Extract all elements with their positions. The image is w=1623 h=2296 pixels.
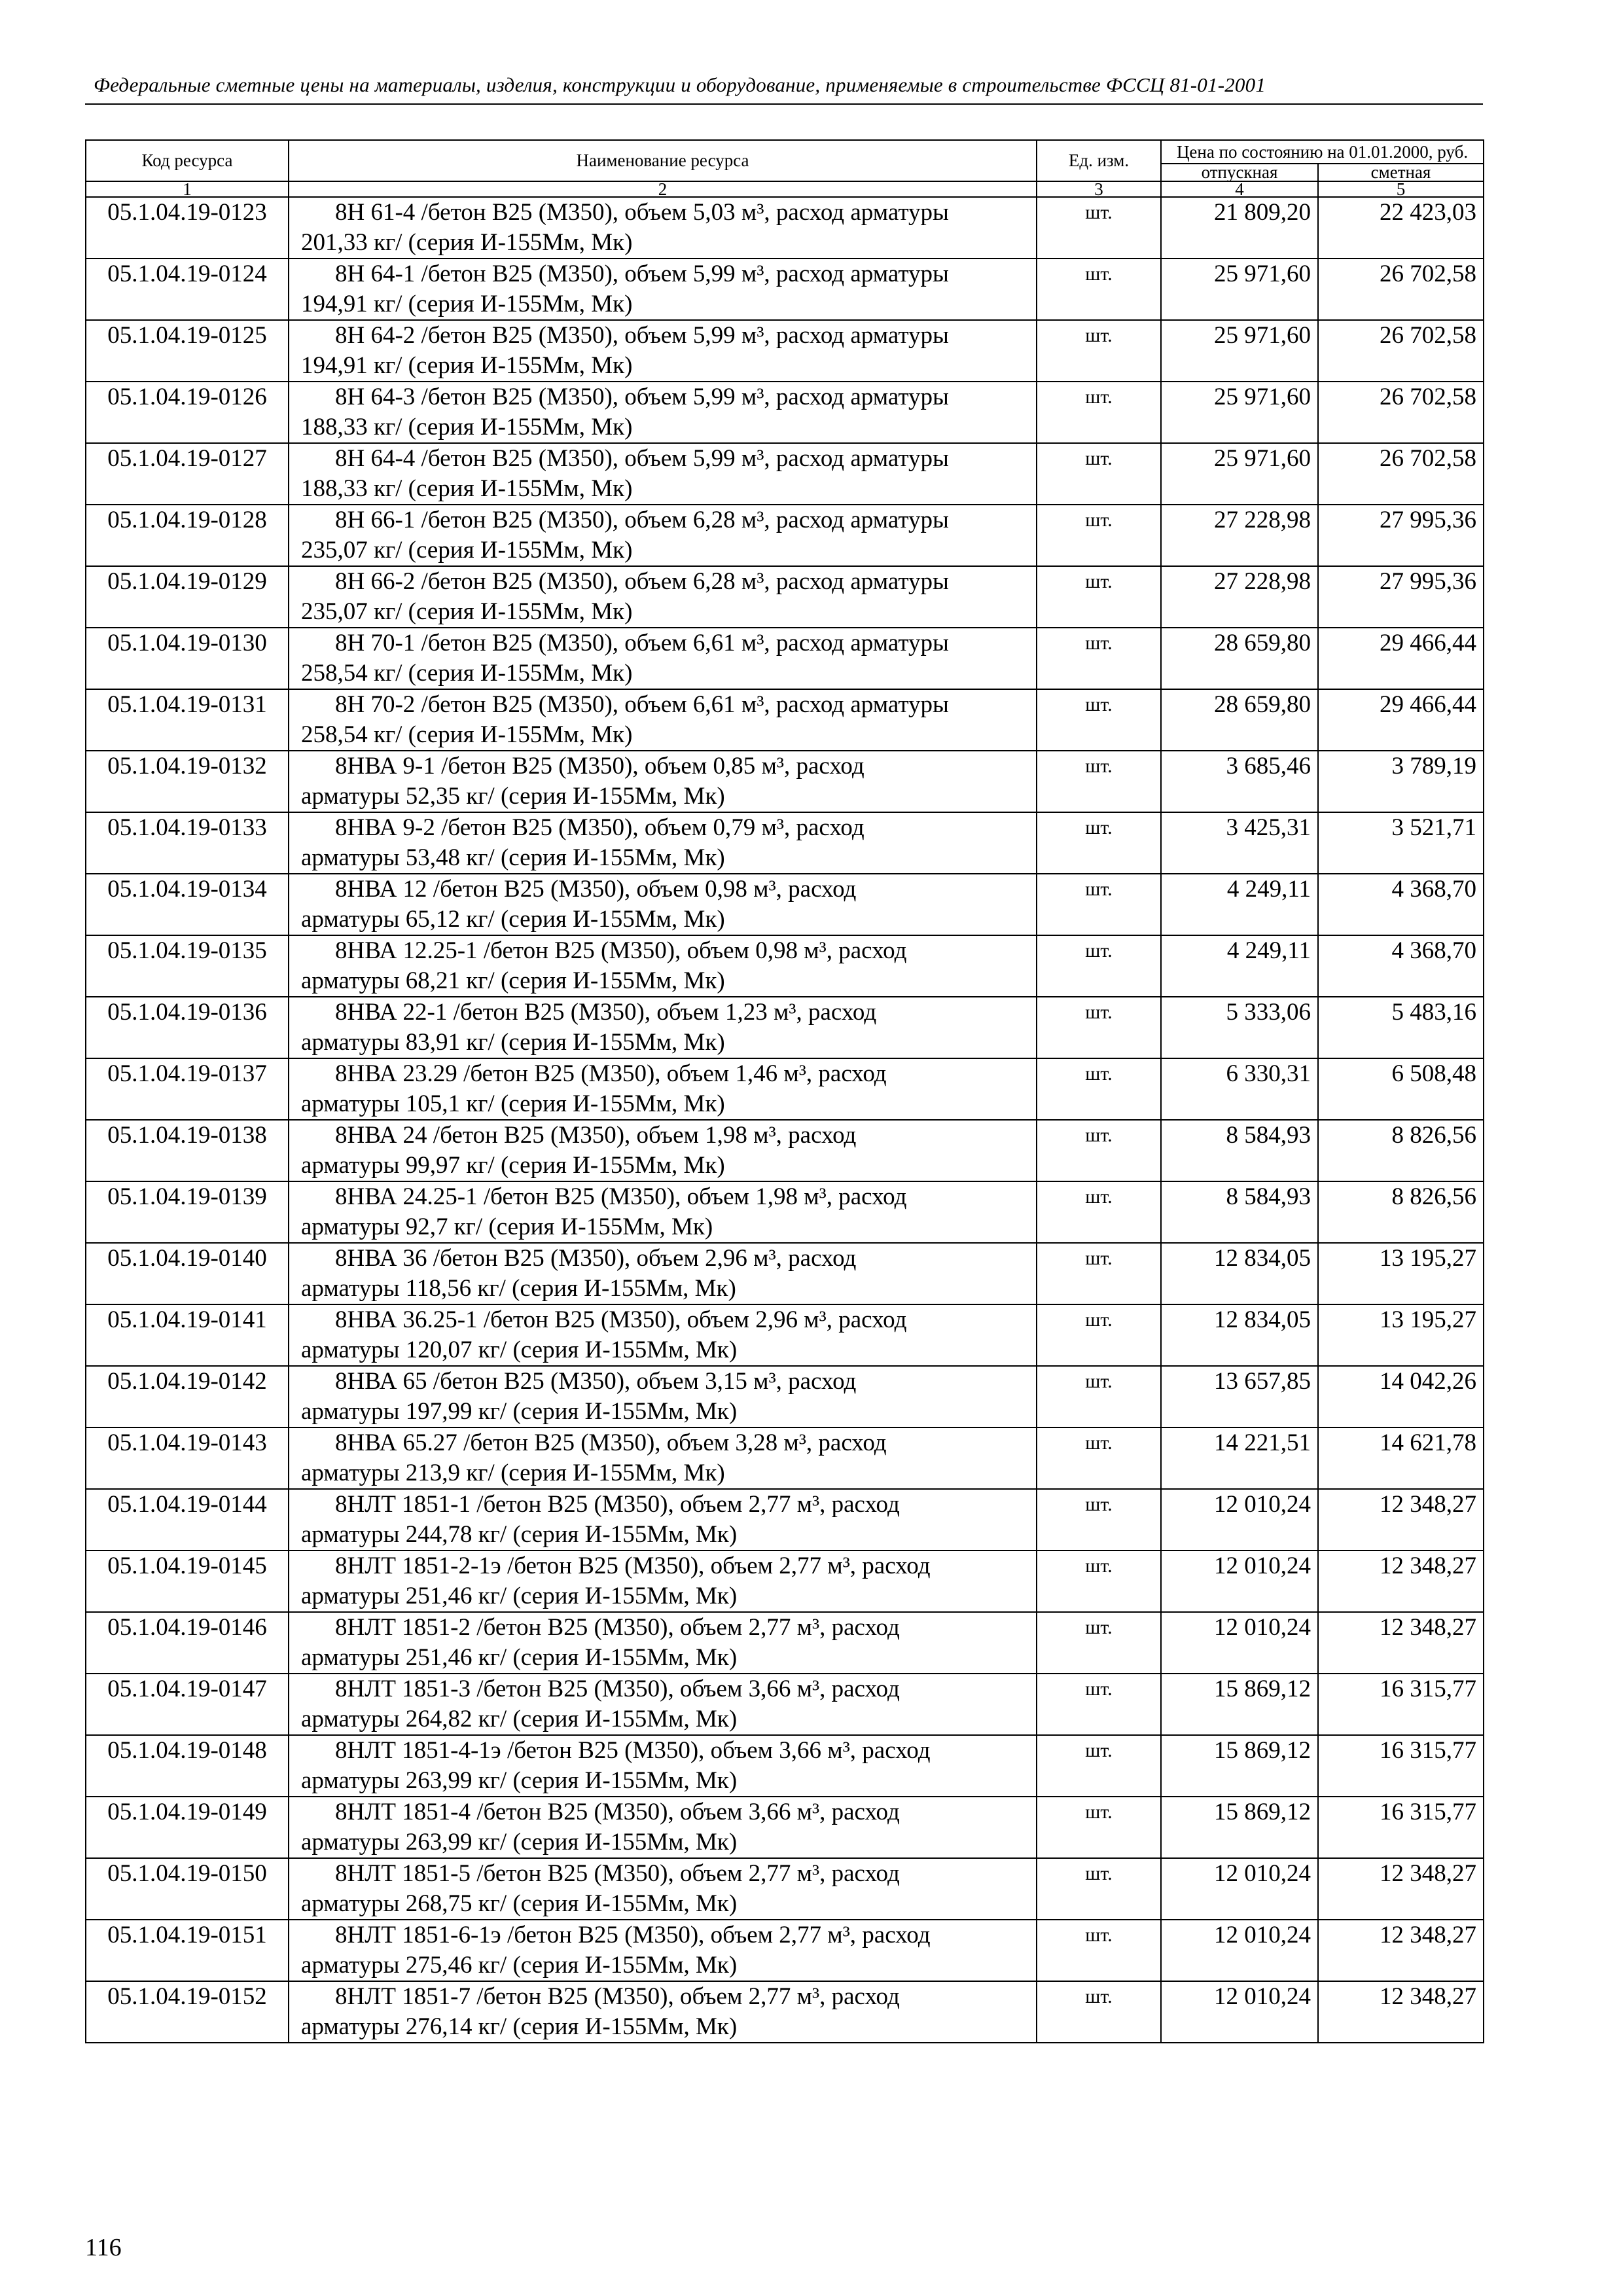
price-estimate: 16 315,77	[1318, 1674, 1484, 1735]
resource-code: 05.1.04.19-0124	[86, 259, 289, 320]
resource-name	[289, 566, 1037, 628]
resource-name-line2: 258,54 кг/ (серия И-155Мм, Мк)	[301, 721, 633, 748]
resource-name	[289, 997, 1037, 1058]
price-release: 12 010,24	[1161, 1858, 1318, 1920]
price-release: 12 010,24	[1161, 1612, 1318, 1674]
table-body	[86, 197, 1484, 2043]
resource-name-line1: 8НВА 36 /бетон В25 (М350), объем 2,96 м³, расход	[335, 1245, 857, 1272]
resource-code: 05.1.04.19-0148	[86, 1735, 289, 1797]
resource-name-line2: 194,91 кг/ (серия И-155Мм, Мк)	[301, 291, 633, 317]
resource-name-line2: арматуры 99,97 кг/ (серия И-155Мм, Мк)	[301, 1152, 725, 1179]
unit: шт.	[1037, 1981, 1161, 2043]
column-number: 4	[1161, 181, 1318, 197]
resource-code: 05.1.04.19-0143	[86, 1427, 289, 1489]
table-row	[86, 689, 1484, 751]
resource-name-line1: 8НВА 24 /бетон В25 (М350), объем 1,98 м³, расход	[335, 1122, 857, 1149]
resource-name	[289, 1981, 1037, 2043]
resource-code: 05.1.04.19-0131	[86, 689, 289, 751]
resource-name-line2: арматуры 275,46 кг/ (серия И-155Мм, Мк)	[301, 1952, 738, 1979]
resource-code: 05.1.04.19-0130	[86, 628, 289, 689]
price-release: 12 010,24	[1161, 1489, 1318, 1551]
resource-name	[289, 443, 1037, 505]
price-estimate: 14 042,26	[1318, 1366, 1484, 1427]
resource-code: 05.1.04.19-0145	[86, 1551, 289, 1612]
resource-code: 05.1.04.19-0132	[86, 751, 289, 812]
price-estimate: 26 702,58	[1318, 382, 1484, 443]
unit: шт.	[1037, 1612, 1161, 1674]
resource-code: 05.1.04.19-0133	[86, 812, 289, 874]
price-estimate: 13 195,27	[1318, 1304, 1484, 1366]
price-release: 15 869,12	[1161, 1735, 1318, 1797]
resource-name-line1: 8Н 61-4 /бетон В25 (М350), объем 5,03 м³, расход арматуры	[335, 199, 949, 226]
price-release: 13 657,85	[1161, 1366, 1318, 1427]
unit: шт.	[1037, 1058, 1161, 1120]
price-release: 12 834,05	[1161, 1304, 1318, 1366]
resource-code: 05.1.04.19-0123	[86, 197, 289, 259]
price-estimate: 27 995,36	[1318, 566, 1484, 628]
price-release: 27 228,98	[1161, 505, 1318, 566]
resource-name-line2: 235,07 кг/ (серия И-155Мм, Мк)	[301, 598, 633, 625]
price-estimate: 5 483,16	[1318, 997, 1484, 1058]
resource-name-line1: 8НЛТ 1851-2-1э /бетон В25 (М350), объем 2,77 м³, расход	[335, 1552, 931, 1579]
resource-code: 05.1.04.19-0147	[86, 1674, 289, 1735]
resource-name-line1: 8НВА 12.25-1 /бетон В25 (М350), объем 0,98 м³, расход	[335, 937, 907, 964]
resource-name-line1: 8Н 66-2 /бетон В25 (М350), объем 6,28 м³, расход арматуры	[335, 568, 949, 595]
resource-name-line1: 8Н 64-4 /бетон В25 (М350), объем 5,99 м³, расход арматуры	[335, 445, 949, 472]
table-row	[86, 566, 1484, 628]
price-estimate: 29 466,44	[1318, 689, 1484, 751]
table-header	[86, 140, 1484, 197]
price-estimate: 12 348,27	[1318, 1489, 1484, 1551]
price-estimate: 8 826,56	[1318, 1181, 1484, 1243]
resource-name-line2: арматуры 105,1 кг/ (серия И-155Мм, Мк)	[301, 1090, 725, 1117]
price-estimate: 6 508,48	[1318, 1058, 1484, 1120]
resource-name-line1: 8НВА 22-1 /бетон В25 (М350), объем 1,23 м³, расход	[335, 999, 877, 1026]
col-header-unit: Ед. изм.	[1037, 140, 1161, 181]
unit: шт.	[1037, 1551, 1161, 1612]
unit: шт.	[1037, 505, 1161, 566]
resource-name	[289, 1304, 1037, 1366]
price-estimate: 12 348,27	[1318, 1858, 1484, 1920]
resource-name-line2: арматуры 92,7 кг/ (серия И-155Мм, Мк)	[301, 1213, 713, 1240]
resource-name-line2: арматуры 213,9 кг/ (серия И-155Мм, Мк)	[301, 1460, 725, 1486]
resource-name-line1: 8НВА 36.25-1 /бетон В25 (М350), объем 2,96 м³, расход	[335, 1306, 907, 1333]
resource-code: 05.1.04.19-0125	[86, 320, 289, 382]
price-estimate: 12 348,27	[1318, 1920, 1484, 1981]
resource-name-line2: арматуры 276,14 кг/ (серия И-155Мм, Мк)	[301, 2013, 738, 2040]
resource-code: 05.1.04.19-0127	[86, 443, 289, 505]
col-header-price-estimate: сметная	[1318, 164, 1484, 181]
col-header-price-release: отпускная	[1161, 164, 1318, 181]
resource-name-line1: 8НВА 9-1 /бетон В25 (М350), объем 0,85 м³, расход	[335, 753, 865, 780]
resource-name-line1: 8НЛТ 1851-4-1э /бетон В25 (М350), объем 3,66 м³, расход	[335, 1737, 931, 1764]
price-estimate: 4 368,70	[1318, 874, 1484, 935]
price-estimate: 22 423,03	[1318, 197, 1484, 259]
unit: шт.	[1037, 812, 1161, 874]
resource-name	[289, 1735, 1037, 1797]
resource-code: 05.1.04.19-0139	[86, 1181, 289, 1243]
unit: шт.	[1037, 874, 1161, 935]
unit: шт.	[1037, 1674, 1161, 1735]
unit: шт.	[1037, 628, 1161, 689]
resource-name	[289, 1920, 1037, 1981]
resource-code: 05.1.04.19-0135	[86, 935, 289, 997]
table-row	[86, 1366, 1484, 1427]
table-row	[86, 505, 1484, 566]
resource-name-line1: 8Н 64-3 /бетон В25 (М350), объем 5,99 м³, расход арматуры	[335, 384, 949, 410]
resource-code: 05.1.04.19-0136	[86, 997, 289, 1058]
unit: шт.	[1037, 1366, 1161, 1427]
resource-name-line2: арматуры 264,82 кг/ (серия И-155Мм, Мк)	[301, 1706, 738, 1732]
resource-name	[289, 874, 1037, 935]
column-number-row	[86, 181, 1484, 197]
resource-name-line1: 8НВА 24.25-1 /бетон В25 (М350), объем 1,98 м³, расход	[335, 1183, 907, 1210]
resource-name-line2: арматуры 118,56 кг/ (серия И-155Мм, Мк)	[301, 1275, 736, 1302]
resource-name-line1: 8Н 70-2 /бетон В25 (М350), объем 6,61 м³, расход арматуры	[335, 691, 949, 718]
table-row	[86, 874, 1484, 935]
resource-name	[289, 197, 1037, 259]
resource-name	[289, 628, 1037, 689]
col-header-price: Цена по состоянию на 01.01.2000, руб.	[1161, 140, 1484, 164]
price-estimate: 26 702,58	[1318, 320, 1484, 382]
table-row	[86, 1489, 1484, 1551]
price-release: 15 869,12	[1161, 1797, 1318, 1858]
unit: шт.	[1037, 751, 1161, 812]
unit: шт.	[1037, 997, 1161, 1058]
price-release: 4 249,11	[1161, 874, 1318, 935]
unit: шт.	[1037, 1304, 1161, 1366]
unit: шт.	[1037, 1858, 1161, 1920]
resource-code: 05.1.04.19-0137	[86, 1058, 289, 1120]
resource-name-line1: 8НЛТ 1851-1 /бетон В25 (М350), объем 2,77 м³, расход	[335, 1491, 900, 1518]
price-release: 15 869,12	[1161, 1674, 1318, 1735]
table-row	[86, 1920, 1484, 1981]
price-release: 12 010,24	[1161, 1981, 1318, 2043]
table-row	[86, 1797, 1484, 1858]
resource-name-line1: 8НВА 23.29 /бетон В25 (М350), объем 1,46 м³, расход	[335, 1060, 887, 1087]
unit: шт.	[1037, 443, 1161, 505]
resource-code: 05.1.04.19-0151	[86, 1920, 289, 1981]
resource-code: 05.1.04.19-0146	[86, 1612, 289, 1674]
resource-name-line2: арматуры 251,46 кг/ (серия И-155Мм, Мк)	[301, 1644, 738, 1671]
resource-name	[289, 751, 1037, 812]
resource-name-line2: 188,33 кг/ (серия И-155Мм, Мк)	[301, 475, 633, 502]
unit: шт.	[1037, 1489, 1161, 1551]
table-row	[86, 1981, 1484, 2043]
table-row	[86, 812, 1484, 874]
resource-code: 05.1.04.19-0141	[86, 1304, 289, 1366]
header-rule	[85, 103, 1483, 105]
running-header: Федеральные сметные цены на материалы, изделия, конструкции и оборудование, применяемые в строительстве ФССЦ 81-01-2001	[94, 73, 1266, 96]
unit: шт.	[1037, 1243, 1161, 1304]
resource-name	[289, 1427, 1037, 1489]
table-row	[86, 1612, 1484, 1674]
column-number: 1	[86, 181, 289, 197]
resource-name	[289, 1058, 1037, 1120]
price-estimate: 14 621,78	[1318, 1427, 1484, 1489]
unit: шт.	[1037, 1120, 1161, 1181]
resource-code: 05.1.04.19-0150	[86, 1858, 289, 1920]
price-estimate: 16 315,77	[1318, 1735, 1484, 1797]
resource-name-line2: арматуры 197,99 кг/ (серия И-155Мм, Мк)	[301, 1398, 738, 1425]
resource-name	[289, 1797, 1037, 1858]
price-estimate: 13 195,27	[1318, 1243, 1484, 1304]
resource-name	[289, 935, 1037, 997]
price-release: 27 228,98	[1161, 566, 1318, 628]
table-row	[86, 320, 1484, 382]
price-estimate: 26 702,58	[1318, 443, 1484, 505]
resource-code: 05.1.04.19-0129	[86, 566, 289, 628]
resource-name-line2: арматуры 120,07 кг/ (серия И-155Мм, Мк)	[301, 1336, 738, 1363]
price-estimate: 12 348,27	[1318, 1551, 1484, 1612]
resource-name-line2: арматуры 68,21 кг/ (серия И-155Мм, Мк)	[301, 967, 725, 994]
resource-name-line2: арматуры 263,99 кг/ (серия И-155Мм, Мк)	[301, 1829, 738, 1856]
resource-code: 05.1.04.19-0140	[86, 1243, 289, 1304]
price-release: 12 834,05	[1161, 1243, 1318, 1304]
col-header-name: Наименование ресурса	[289, 140, 1037, 181]
resource-code: 05.1.04.19-0126	[86, 382, 289, 443]
price-estimate: 16 315,77	[1318, 1797, 1484, 1858]
resource-name	[289, 689, 1037, 751]
table-row	[86, 1120, 1484, 1181]
resource-code: 05.1.04.19-0138	[86, 1120, 289, 1181]
table-row	[86, 751, 1484, 812]
price-release: 6 330,31	[1161, 1058, 1318, 1120]
price-estimate: 3 521,71	[1318, 812, 1484, 874]
table-row	[86, 382, 1484, 443]
column-number: 2	[289, 181, 1037, 197]
column-number: 3	[1037, 181, 1161, 197]
table-row	[86, 197, 1484, 259]
resource-name	[289, 1243, 1037, 1304]
resource-name-line2: арматуры 244,78 кг/ (серия И-155Мм, Мк)	[301, 1521, 738, 1548]
price-release: 25 971,60	[1161, 259, 1318, 320]
resource-name-line1: 8НВА 65.27 /бетон В25 (М350), объем 3,28 м³, расход	[335, 1429, 887, 1456]
resource-code: 05.1.04.19-0128	[86, 505, 289, 566]
resource-name	[289, 812, 1037, 874]
table-row	[86, 628, 1484, 689]
price-release: 25 971,60	[1161, 320, 1318, 382]
resource-code: 05.1.04.19-0152	[86, 1981, 289, 2043]
resource-name	[289, 259, 1037, 320]
resource-name-line1: 8Н 64-2 /бетон В25 (М350), объем 5,99 м³, расход арматуры	[335, 322, 949, 349]
col-header-code: Код ресурса	[86, 140, 289, 181]
resource-name-line2: арматуры 53,48 кг/ (серия И-155Мм, Мк)	[301, 844, 725, 871]
table-row	[86, 1674, 1484, 1735]
table-row	[86, 1181, 1484, 1243]
resource-name-line1: 8НВА 65 /бетон В25 (М350), объем 3,15 м³, расход	[335, 1368, 857, 1395]
resource-name-line2: арматуры 251,46 кг/ (серия И-155Мм, Мк)	[301, 1583, 738, 1609]
resource-name-line1: 8Н 64-1 /бетон В25 (М350), объем 5,99 м³, расход арматуры	[335, 260, 949, 287]
price-table	[85, 139, 1484, 2043]
column-number: 5	[1318, 181, 1484, 197]
resource-name-line2: 258,54 кг/ (серия И-155Мм, Мк)	[301, 660, 633, 687]
resource-name	[289, 1366, 1037, 1427]
price-release: 28 659,80	[1161, 628, 1318, 689]
resource-name	[289, 1181, 1037, 1243]
resource-name-line1: 8НЛТ 1851-3 /бетон В25 (М350), объем 3,66 м³, расход	[335, 1676, 900, 1702]
resource-name-line1: 8НЛТ 1851-2 /бетон В25 (М350), объем 2,77 м³, расход	[335, 1614, 900, 1641]
price-estimate: 27 995,36	[1318, 505, 1484, 566]
table-row	[86, 259, 1484, 320]
resource-name-line1: 8Н 66-1 /бетон В25 (М350), объем 6,28 м³, расход арматуры	[335, 507, 949, 533]
price-release: 8 584,93	[1161, 1181, 1318, 1243]
price-release: 3 685,46	[1161, 751, 1318, 812]
unit: шт.	[1037, 1735, 1161, 1797]
table-row	[86, 1735, 1484, 1797]
resource-name-line1: 8НЛТ 1851-4 /бетон В25 (М350), объем 3,66 м³, расход	[335, 1799, 900, 1825]
price-estimate: 26 702,58	[1318, 259, 1484, 320]
price-release: 3 425,31	[1161, 812, 1318, 874]
unit: шт.	[1037, 689, 1161, 751]
table-row	[86, 1058, 1484, 1120]
table-row	[86, 1243, 1484, 1304]
resource-code: 05.1.04.19-0142	[86, 1366, 289, 1427]
price-estimate: 8 826,56	[1318, 1120, 1484, 1181]
unit: шт.	[1037, 935, 1161, 997]
price-release: 21 809,20	[1161, 197, 1318, 259]
price-estimate: 12 348,27	[1318, 1981, 1484, 2043]
price-release: 12 010,24	[1161, 1551, 1318, 1612]
resource-name-line1: 8Н 70-1 /бетон В25 (М350), объем 6,61 м³, расход арматуры	[335, 630, 949, 656]
price-estimate: 4 368,70	[1318, 935, 1484, 997]
resource-name	[289, 1858, 1037, 1920]
unit: шт.	[1037, 1920, 1161, 1981]
unit: шт.	[1037, 320, 1161, 382]
price-release: 12 010,24	[1161, 1920, 1318, 1981]
price-release: 25 971,60	[1161, 382, 1318, 443]
unit: шт.	[1037, 1181, 1161, 1243]
table-row	[86, 1858, 1484, 1920]
resource-name-line2: 235,07 кг/ (серия И-155Мм, Мк)	[301, 537, 633, 564]
resource-name	[289, 1612, 1037, 1674]
resource-name-line2: арматуры 52,35 кг/ (серия И-155Мм, Мк)	[301, 783, 725, 810]
resource-name-line1: 8НЛТ 1851-5 /бетон В25 (М350), объем 2,77 м³, расход	[335, 1860, 900, 1887]
resource-name-line2: 188,33 кг/ (серия И-155Мм, Мк)	[301, 414, 633, 440]
unit: шт.	[1037, 382, 1161, 443]
resource-name-line2: арматуры 65,12 кг/ (серия И-155Мм, Мк)	[301, 906, 725, 933]
resource-code: 05.1.04.19-0149	[86, 1797, 289, 1858]
unit: шт.	[1037, 197, 1161, 259]
resource-name-line1: 8НВА 9-2 /бетон В25 (М350), объем 0,79 м³, расход	[335, 814, 865, 841]
resource-name-line2: арматуры 263,99 кг/ (серия И-155Мм, Мк)	[301, 1767, 738, 1794]
table-row	[86, 997, 1484, 1058]
price-release: 28 659,80	[1161, 689, 1318, 751]
unit: шт.	[1037, 566, 1161, 628]
resource-code: 05.1.04.19-0144	[86, 1489, 289, 1551]
resource-name	[289, 1120, 1037, 1181]
resource-name-line1: 8НВА 12 /бетон В25 (М350), объем 0,98 м³, расход	[335, 876, 857, 903]
table-row	[86, 443, 1484, 505]
table-row	[86, 1551, 1484, 1612]
table-row	[86, 1427, 1484, 1489]
resource-name	[289, 1489, 1037, 1551]
price-estimate: 3 789,19	[1318, 751, 1484, 812]
resource-code: 05.1.04.19-0134	[86, 874, 289, 935]
resource-name	[289, 1674, 1037, 1735]
price-release: 14 221,51	[1161, 1427, 1318, 1489]
unit: шт.	[1037, 1797, 1161, 1858]
resource-name	[289, 1551, 1037, 1612]
resource-name-line2: арматуры 83,91 кг/ (серия И-155Мм, Мк)	[301, 1029, 725, 1056]
price-release: 25 971,60	[1161, 443, 1318, 505]
page-number: 116	[85, 2234, 122, 2261]
resource-name	[289, 382, 1037, 443]
resource-name-line1: 8НЛТ 1851-6-1э /бетон В25 (М350), объем 2,77 м³, расход	[335, 1922, 931, 1948]
price-estimate: 12 348,27	[1318, 1612, 1484, 1674]
unit: шт.	[1037, 1427, 1161, 1489]
resource-name	[289, 505, 1037, 566]
resource-name-line1: 8НЛТ 1851-7 /бетон В25 (М350), объем 2,77 м³, расход	[335, 1983, 900, 2010]
table-row	[86, 935, 1484, 997]
price-estimate: 29 466,44	[1318, 628, 1484, 689]
resource-name-line2: 194,91 кг/ (серия И-155Мм, Мк)	[301, 352, 633, 379]
resource-name-line2: арматуры 268,75 кг/ (серия И-155Мм, Мк)	[301, 1890, 738, 1917]
unit: шт.	[1037, 259, 1161, 320]
resource-name-line2: 201,33 кг/ (серия И-155Мм, Мк)	[301, 229, 633, 256]
price-release: 4 249,11	[1161, 935, 1318, 997]
resource-name	[289, 320, 1037, 382]
table-row	[86, 1304, 1484, 1366]
price-release: 8 584,93	[1161, 1120, 1318, 1181]
price-release: 5 333,06	[1161, 997, 1318, 1058]
